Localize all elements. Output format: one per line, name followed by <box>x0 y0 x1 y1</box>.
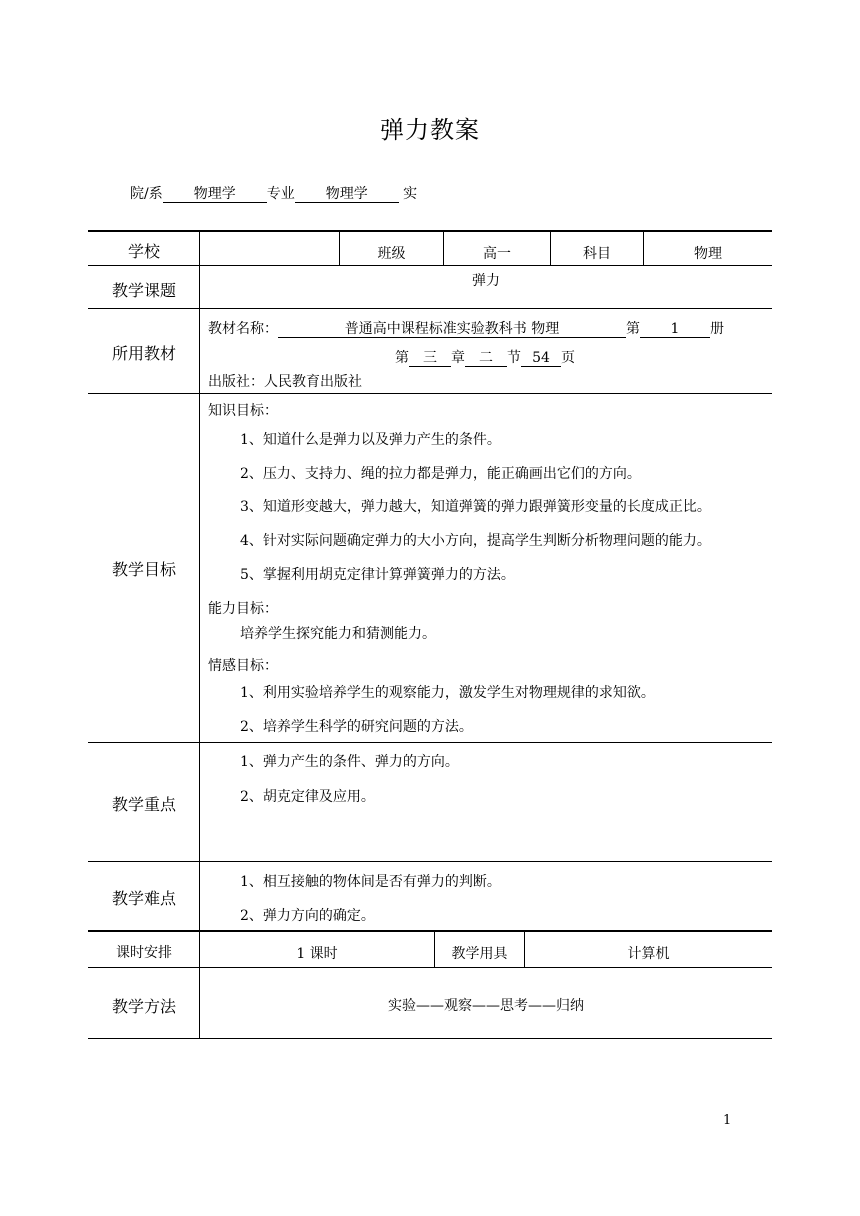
row-divider <box>88 265 772 266</box>
knowledge-item: 3、知道形变越大，弹力越大，知道弹簧的弹力跟弹簧形变量的长度成正比。 <box>240 499 711 515</box>
textbook-name-line <box>208 318 724 338</box>
section-label: 节 <box>507 350 521 366</box>
row-divider <box>88 393 772 394</box>
volume-suffix: 册 <box>710 321 724 337</box>
dept-prefix: 院/系 <box>130 186 163 202</box>
ability-heading: 能力目标： <box>208 601 278 617</box>
emotion-item: 2、培养学生科学的研究问题的方法。 <box>240 719 473 735</box>
knowledge-item: 1、知道什么是弹力以及弹力产生的条件。 <box>240 432 501 448</box>
class-value: 高一 <box>483 246 511 262</box>
schedule-value: 1 课时 <box>296 946 338 962</box>
knowledge-item: 4、针对实际问题确定弹力的大小方向，提高学生判断分析物理问题的能力。 <box>240 533 711 549</box>
subject-label: 科目 <box>583 246 611 262</box>
department-line <box>130 183 417 203</box>
method-label: 教学方法 <box>111 997 176 1016</box>
major-label: 专业 <box>266 186 295 202</box>
chapter-prefix: 第 <box>395 350 409 366</box>
knowledge-item: 2、压力、支持力、绳的拉力都是弹力，能正确画出它们的方向。 <box>240 466 641 482</box>
school-label: 学校 <box>127 242 160 261</box>
topic-value: 弹力 <box>472 273 500 289</box>
difficulty-item: 2、弹力方向的确定。 <box>240 908 375 924</box>
table-bottom-border <box>88 1038 772 1039</box>
volume-prefix: 第 <box>626 321 640 337</box>
chapter-line <box>395 347 575 367</box>
page-label: 页 <box>561 350 575 366</box>
method-value: 实验——观察——思考——归纳 <box>388 998 584 1014</box>
page-number: 1 <box>723 1113 732 1128</box>
row-divider <box>88 742 772 743</box>
key-point-item: 1、弹力产生的条件、弹力的方向。 <box>240 754 459 770</box>
ability-text: 培养学生探究能力和猜测能力。 <box>240 626 436 642</box>
difficulty-item: 1、相互接触的物体间是否有弹力的判断。 <box>240 874 501 890</box>
dept-suffix: 实 <box>403 186 418 202</box>
department-field: 物理学 <box>163 186 267 203</box>
textbook-label: 所用教材 <box>111 344 176 363</box>
row-divider <box>88 967 772 968</box>
tools-value: 计算机 <box>627 946 670 962</box>
chapter-label: 章 <box>451 350 465 366</box>
publisher-text: 出版社：人民教育出版社 <box>208 374 362 390</box>
knowledge-item: 5、掌握利用胡克定律计算弹簧弹力的方法。 <box>240 567 515 583</box>
knowledge-heading: 知识目标： <box>208 403 278 419</box>
row-divider <box>88 930 772 932</box>
section-field: 二 <box>465 350 507 367</box>
page-field: 54 <box>521 350 561 367</box>
topic-label: 教学课题 <box>111 281 176 300</box>
emotion-heading: 情感目标： <box>208 658 278 674</box>
schedule-label: 课时安排 <box>116 945 172 961</box>
class-label: 班级 <box>377 246 406 262</box>
difficulties-label: 教学难点 <box>111 889 176 908</box>
row-divider <box>88 308 772 309</box>
tools-label: 教学用具 <box>451 946 508 962</box>
page-title: 弹力教案 <box>380 116 480 144</box>
key-points-label: 教学重点 <box>111 795 176 814</box>
key-point-item: 2、胡克定律及应用。 <box>240 789 375 805</box>
row-divider <box>88 861 772 862</box>
emotion-item: 1、利用实验培养学生的观察能力，激发学生对物理规律的求知欲。 <box>240 685 655 701</box>
table-top-border <box>88 230 772 232</box>
textbook-name-label: 教材名称： <box>208 321 278 337</box>
major-field: 物理学 <box>295 186 399 203</box>
goals-label: 教学目标 <box>111 560 176 579</box>
volume-field: 1 <box>640 321 710 338</box>
chapter-field: 三 <box>409 350 451 367</box>
textbook-name-field: 普通高中课程标准实验教科书 物理 <box>278 321 626 338</box>
subject-value: 物理 <box>694 246 722 262</box>
